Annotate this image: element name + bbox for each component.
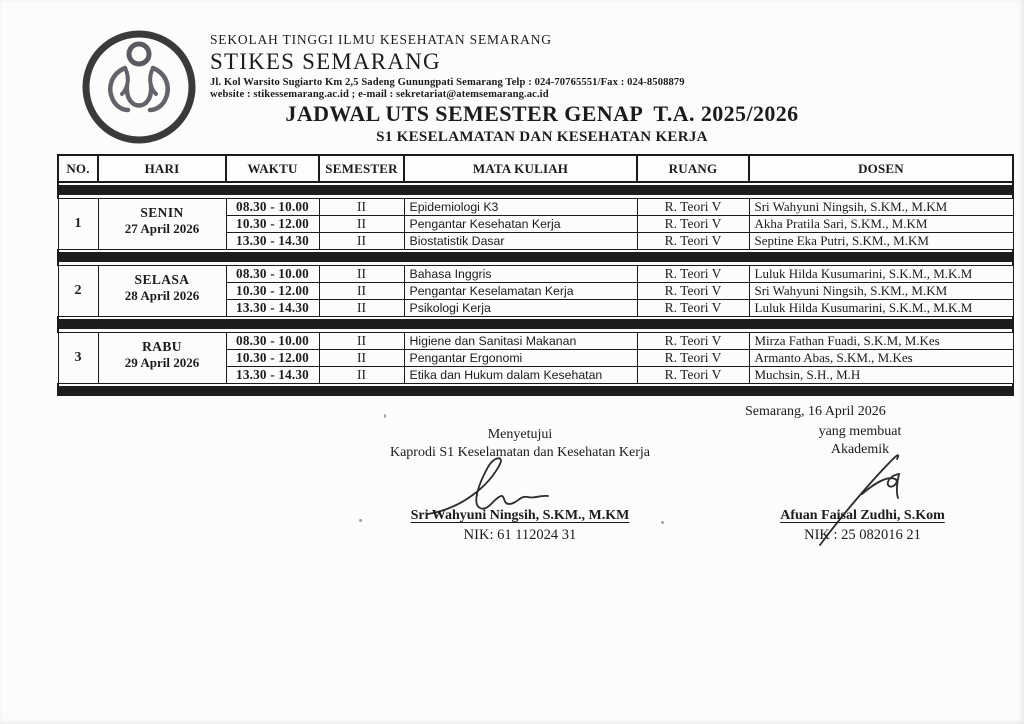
dosen-cell: Luluk Hilda Kusumarini, S.K.M., M.K.M <box>749 300 1013 317</box>
schedule-row <box>58 266 1013 283</box>
col-header-mata-kuliah: MATA KULIAH <box>404 155 637 182</box>
ruang-cell: R. Teori V <box>637 333 749 350</box>
no-cell: 3 <box>58 333 98 384</box>
separator-band <box>58 317 1013 333</box>
waktu-cell: 13.30 - 14.30 <box>226 367 319 384</box>
waktu-cell: 10.30 - 12.00 <box>226 283 319 300</box>
institution-name: STIKES SEMARANG <box>210 49 441 74</box>
ruang-cell: R. Teori V <box>637 216 749 233</box>
mata-kuliah-cell: Biostatistik Dasar <box>404 233 637 250</box>
col-header-ruang: RUANG <box>637 155 749 182</box>
dosen-cell: Akha Pratila Sari, S.KM., M.KM <box>749 216 1013 233</box>
hari-cell <box>98 199 226 250</box>
no-cell: 2 <box>58 266 98 317</box>
dosen-cell: Mirza Fathan Fuadi, S.K.M, M.Kes <box>749 333 1013 350</box>
ruang-cell: R. Teori V <box>637 283 749 300</box>
dosen-cell: Sri Wahyuni Ningsih, S.KM., M.KM <box>749 283 1013 300</box>
waktu-cell: 13.30 - 14.30 <box>226 233 319 250</box>
day-label: SENIN <box>140 205 184 220</box>
date-label: 29 April 2026 <box>124 355 200 370</box>
document-subtitle: S1 KESELAMATAN DAN KESEHATAN KERJA <box>376 129 708 145</box>
institution-address: Jl. Kol Warsito Sugiarto Km 2,5 Sadeng Gunungpati Semarang Telp : 024-70765551/Fax : 024-8508879 <box>210 77 685 89</box>
day-label: RABU <box>142 339 182 354</box>
dosen-cell: Muchsin, S.H., M.H <box>749 367 1013 384</box>
col-header-dosen: DOSEN <box>749 155 1013 182</box>
dosen-cell: Septine Eka Putri, S.KM., M.KM <box>749 233 1013 250</box>
right-signer-nik: NIK : 25 082016 21 <box>804 527 921 543</box>
ruang-cell: R. Teori V <box>637 266 749 283</box>
dosen-cell: Armanto Abas, S.KM., M.Kes <box>749 350 1013 367</box>
header-row <box>58 155 1013 182</box>
schedule-row <box>58 333 1013 350</box>
institution-line1: SEKOLAH TINGGI ILMU KESEHATAN SEMARANG <box>210 32 552 47</box>
ruang-cell: R. Teori V <box>637 233 749 250</box>
separator-band <box>58 182 1013 199</box>
waktu-cell: 13.30 - 14.30 <box>226 300 319 317</box>
dosen-cell: Luluk Hilda Kusumarini, S.K.M., M.K.M <box>749 266 1013 283</box>
waktu-cell: 10.30 - 12.00 <box>226 350 319 367</box>
right-signer-name: Afuan Faisal Zudhi, S.Kom <box>780 508 945 523</box>
mata-kuliah-cell: Higiene dan Sanitasi Makanan <box>404 333 637 350</box>
no-cell: 1 <box>58 199 98 250</box>
waktu-cell: 08.30 - 10.00 <box>226 333 319 350</box>
semester-cell: II <box>319 266 404 283</box>
mata-kuliah-cell: Pengantar Kesehatan Kerja <box>404 216 637 233</box>
separator-band <box>58 250 1013 266</box>
hari-cell <box>98 266 226 317</box>
ruang-cell: R. Teori V <box>637 199 749 216</box>
mata-kuliah-cell: Pengantar Ergonomi <box>404 350 637 367</box>
mata-kuliah-cell: Etika dan Hukum dalam Kesehatan <box>404 367 637 384</box>
semester-cell: II <box>319 300 404 317</box>
col-header-hari: HARI <box>98 155 226 182</box>
left-signer-name: Sri Wahyuni Ningsih, S.KM., M.KM <box>410 508 630 523</box>
scan-speck <box>384 414 386 418</box>
semester-cell: II <box>319 216 404 233</box>
right-sign-role-1: yang membuat <box>818 424 902 439</box>
col-header-no: NO. <box>58 155 98 182</box>
ruang-cell: R. Teori V <box>637 350 749 367</box>
col-header-semester: SEMESTER <box>319 155 404 182</box>
institution-website: website : stikessemarang.ac.id ; e-mail : sekretariat@atemsemarang.ac.id <box>210 89 549 101</box>
semester-cell: II <box>319 233 404 250</box>
semester-cell: II <box>319 283 404 300</box>
semester-cell: II <box>319 333 404 350</box>
scan-speck <box>661 521 664 524</box>
mata-kuliah-cell: Pengantar Keselamatan Kerja <box>404 283 637 300</box>
waktu-cell: 08.30 - 10.00 <box>226 199 319 216</box>
document-title: JADWAL UTS SEMESTER GENAP T.A. 2025/2026 <box>285 101 799 126</box>
ruang-cell: R. Teori V <box>637 300 749 317</box>
date-label: 27 April 2026 <box>124 221 200 236</box>
place-date: Semarang, 16 April 2026 <box>745 404 886 419</box>
left-sign-approve: Menyetujui <box>487 427 553 442</box>
left-signer-nik: NIK: 61 112024 31 <box>463 527 577 543</box>
semester-cell: II <box>319 199 404 216</box>
separator-band <box>58 384 1013 397</box>
semester-cell: II <box>319 367 404 384</box>
ruang-cell: R. Teori V <box>637 367 749 384</box>
letterhead-text <box>210 26 685 100</box>
waktu-cell: 08.30 - 10.00 <box>226 266 319 283</box>
dosen-cell: Sri Wahyuni Ningsih, S.KM., M.KM <box>749 199 1013 216</box>
right-sign-role-2: Akademik <box>830 442 890 457</box>
schedule-table <box>57 154 1014 396</box>
day-label: SELASA <box>134 272 190 287</box>
schedule-row <box>58 199 1013 216</box>
scan-speck <box>359 519 362 522</box>
mata-kuliah-cell: Psikologi Kerja <box>404 300 637 317</box>
left-sign-role: Kaprodi S1 Keselamatan dan Kesehatan Kerja <box>389 445 651 460</box>
hari-cell <box>98 333 226 384</box>
date-label: 28 April 2026 <box>124 288 200 303</box>
mata-kuliah-cell: Epidemiologi K3 <box>404 199 637 216</box>
col-header-waktu: WAKTU <box>226 155 319 182</box>
waktu-cell: 10.30 - 12.00 <box>226 216 319 233</box>
semester-cell: II <box>319 350 404 367</box>
mata-kuliah-cell: Bahasa Inggris <box>404 266 637 283</box>
